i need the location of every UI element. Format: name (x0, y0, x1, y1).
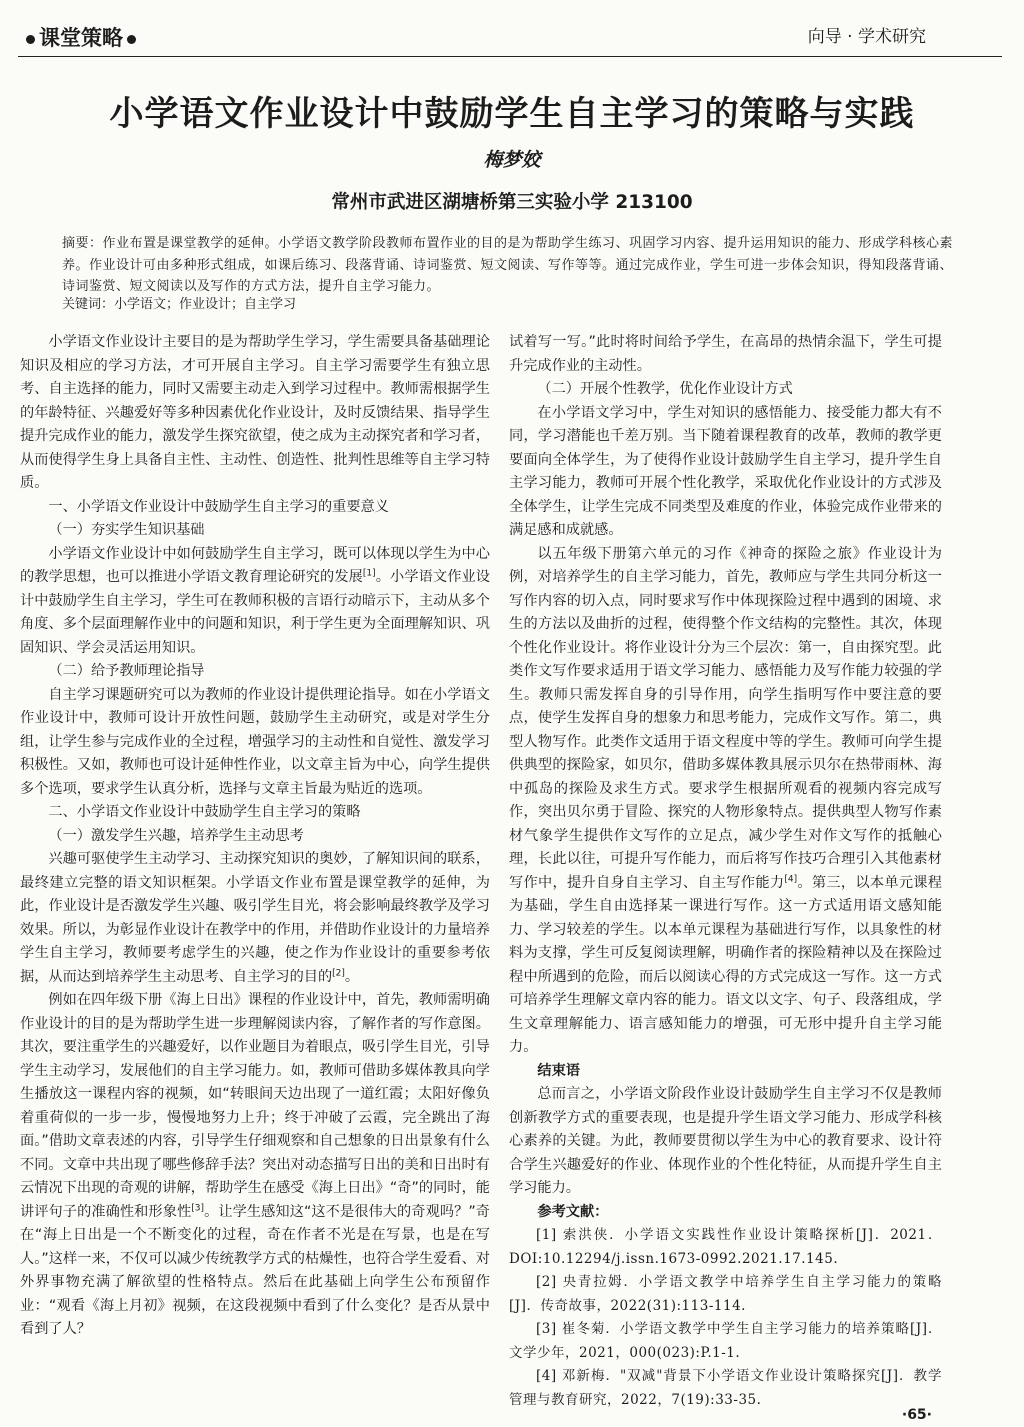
reference-item: [1] 索洪侠．小学语文实践性作业设计策略探析[J]．2021．DOI:10.12294/j.issn.1673-0992.2021.17.145. (509, 1227, 942, 1267)
bullet-icon (127, 35, 136, 44)
paragraph: 总而言之，小学语文阶段作业设计鼓励学生自主学习不仅是教师创新教学方式的重要表现，也是提升学生语文学习能力、形成学科核心素养的关键。为此，教师要贯彻以学生为中心的教育要求、设计符合学生兴趣爱好的作业、体现作业的个性化特征，从而提升学生自主学习能力。 (509, 1086, 942, 1196)
subsection-heading: （二）给予教师理论指导 (48, 663, 205, 679)
keywords: 关键词：小学语文；作业设计；自主学习 (62, 297, 297, 312)
article-title: 小学语文作业设计中鼓励学生自主学习的策略与实践 (109, 94, 915, 134)
section-text: 课堂策略 (39, 26, 123, 50)
paragraph: 以五年级下册第六单元的习作《神奇的探险之旅》作业设计为例，对培养学生的自主学习能力，首先，教师应与学生共同分析这一写作内容的切入点，同时要求写作中体现探险过程中遇到的困境、求生的方法以及曲折的过程，使得整个作文结构的完整性。其次，体现个性化作业设计。将作业设计分为三个层次：第一，自由探究型。此类作文写作要求适用于语文学习能力、感悟能力及写作能力较强的学生。教师只需发挥自身的引导作用，向学生指明写作中要注意的要点，使学生发挥自身的想象力和思考能力，完成作文写作。第二，典型人物写作。此类作文适用于语文程度中等的学生。教师可向学生提供典型的探险家，如贝尔，借助多媒体教具展示贝尔在热带雨林、海中孤岛的探险及求生方式。要求学生根据所观看的视频内容完成写作，突出贝尔勇于冒险、探究的人物形象特点。提供典型人物写作素材气象学生提供作文写作的立足点，减少学生对作文写作的抵触心理，长此以往，可提升写作能力，而后将写作技巧合理引入其他素材写作中，提升自身自主学习、自主写作能力[4]。第三，以本单元课程为基础，学生自由选择某一课进行写作。这一方式适用语文感知能力、学习较差的学生。以本单元课程为基础进行写作，以具象性的材料为支撑，学生可反复阅读理解，明确作者的探险精神以及在探险过程中所遇到的危险，而后以阅读心得的方式完成这一写作。这一方式可培养学生理解文章内容的能力。语文以文字、句子、段落组成，学生文章理解能力、语言感知能力的增强，可无形中提升自主学习能力。 (509, 545, 942, 1055)
citation: [2] (332, 967, 345, 978)
paragraph: 例如在四年级下册《海上日出》课程的作业设计中，首先，教师需明确作业设计的目的是为帮助学生进一步理解阅读内容，了解作者的写作意图。其次，要注重学生的兴趣爱好，以作业题目为着眼点，吸引学生目光，引导学生主动学习，发展他们的自主学习能力。如，教师可借助多媒体教具向学生播放这一课程内容的视频，如“转眼间天边出现了一道红霞；太阳好像负着重荷似的一步一步，慢慢地努力上升；终于冲破了云霞，完全跳出了海面。”借助文章表述的内容，引导学生仔细观察和自己想象的日出景象有什么不同。文章中共出现了哪些修辞手法？突出对动态描写日出的美和日出时有云情况下出现的奇观的讲解，帮助学生在感受《海上日出》“奇”的同时，能讲评句子的准确性和形象性[3]。让学生感知这“这不是很伟大的奇观吗？”奇在“海上日出是一个不断变化的过程，奇在作者不光是在写景，也是在写人。”这样一来，不仅可以减少传统教学方式的枯燥性，也符合学生爱看、对外界事物充满了解欲望的性格特点。然后在此基础上向学生公布预留作业：“观看《海上月初》视频，在这段视频中看到了什么变化？是否从景中看到了人？ (20, 992, 490, 1337)
citation: [4] (784, 873, 798, 884)
abstract: 摘要：作业布置是课堂教学的延伸。小学语文教学阶段教师布置作业的目的是为帮助学生练习、巩固学习内容、提升运用知识的能力、形成学科核心素养。作业设计可由多种形式组成，如课后练习、段落背诵、诗词鉴赏、短文阅读、写作等等。通过完成作业，学生可进一步体会知识，得知段落背诵、诗词鉴赏、短文阅读以及写作的方式方法，提升自主学习能力。 (62, 236, 954, 294)
header-rule (18, 56, 1002, 57)
bullet-icon (26, 35, 35, 44)
section-label (22, 22, 140, 52)
references-heading: 参考文献： (537, 1203, 609, 1220)
citation: [3] (191, 1202, 204, 1213)
paragraph: 试着写一写。”此时将时间给予学生，在高昂的热情余温下，学生可提升完成作业的主动性。 (509, 334, 942, 374)
conclusion-heading: 结束语 (537, 1062, 580, 1079)
subsection-heading: （一）激发学生兴趣，培养学生主动思考 (48, 827, 304, 844)
citation: [1] (362, 568, 376, 579)
reference-item: [3] 崔冬菊．小学语文教学中学生自主学习能力的培养策略[J]．文学少年，2021，000(023):P.1-1. (509, 1321, 942, 1361)
subsection-heading: （一）夯实学生知识基础 (48, 522, 205, 538)
section-heading: 一、小学语文作业设计中鼓励学生自主学习的重要意义 (48, 498, 389, 515)
subsection-heading: （二）开展个性教学，优化作业设计方式 (537, 381, 793, 397)
paragraph: 小学语文作业设计主要目的是为帮助学生学习，学生需要具备基础理论知识及相应的学习方法，才可开展自主学习。自主学习需要学生有独立思考、自主选择的能力，同时又需要主动走入到学习过程中。教师需根据学生的年龄特征、兴趣爱好等多种因素优化作业设计，及时反馈结果、指导学生提升完成作业的能力，激发学生探究欲望，使之成为主动探究者和学习者，从而使得学生身上具备自主性、主动性、创造性、批判性思维等自主学习特质。 (20, 334, 490, 491)
affiliation: 常州市武进区湖塘桥第三实验小学 213100 (331, 192, 693, 213)
paragraph: 在小学语文学习中，学生对知识的感悟能力、接受能力都大有不同，学习潜能也千差万别。当下随着课程教育的改革，教师的教学更要面向全体学生，为了使得作业设计鼓励学生自主学习，提升学生自主学习能力，教师可开展个性化教学，采取优化作业设计的方式涉及全体学生，让学生完成不同类型及难度的作业，体验完成作业带来的满足感和成就感。 (509, 404, 942, 538)
author: 梅梦姣 (483, 149, 541, 171)
paragraph: 自主学习课题研究可以为教师的作业设计提供理论指导。如在小学语文作业设计中，教师可设计开放性问题，鼓励学生主动研究，或是对学生分组，让学生参与完成作业的全过程，增强学习的主动性和自觉性、激发学习积极性。又如，教师也可设计延伸性作业，以文章主旨为中心，向学生提供多个选项，要求学生认真分析，选择与文章主旨最为贴近的选项。 (20, 686, 490, 797)
paragraph: 兴趣可驱使学生主动学习、主动探究知识的奥妙，了解知识间的联系，最终建立完整的语文知识框架。小学语文作业布置是课堂教学的延伸，为此，作业设计是否激发学生兴趣、吸引学生目光，将会影响最终教学及学习效果。所以，为彰显作业设计在教学中的作用，并借助作业设计的力量培养学生自主学习，教师要考虑学生的兴趣，使之作为作业设计的重要参考依据，从而达到培养学生主动思考、自主学习的目的[2]。 (20, 851, 490, 985)
reference-item: [2] 央青拉姆．小学语文教学中培养学生自主学习能力的策略[J]．传奇故事，2022(31):113-114. (509, 1274, 942, 1314)
paragraph: 小学语文作业设计中如何鼓励学生自主学习，既可以体现以学生为中心的教学思想，也可以推进小学语文教育理论研究的发展[1]。小学语文作业设计中鼓励学生自主学习，学生可在教师积极的言语行动暗示下，主动从多个角度、多个层面理解作业中的问题和知识，利于学生更为全面理解知识、巩固知识、学会灵活运用知识。 (20, 545, 490, 656)
reference-item: [4] 邓新梅．"双减"背景下小学语文作业设计策略探究[J]．教学管理与教育研究，2022，7(19):33-35. (509, 1368, 942, 1408)
section-heading: 二、小学语文作业设计中鼓励学生自主学习的策略 (48, 804, 361, 820)
right-column (509, 331, 942, 1412)
journal-name: 向导 · 学术研究 (807, 27, 926, 47)
page-number: ·65· (901, 1407, 932, 1423)
left-column (20, 331, 490, 1342)
